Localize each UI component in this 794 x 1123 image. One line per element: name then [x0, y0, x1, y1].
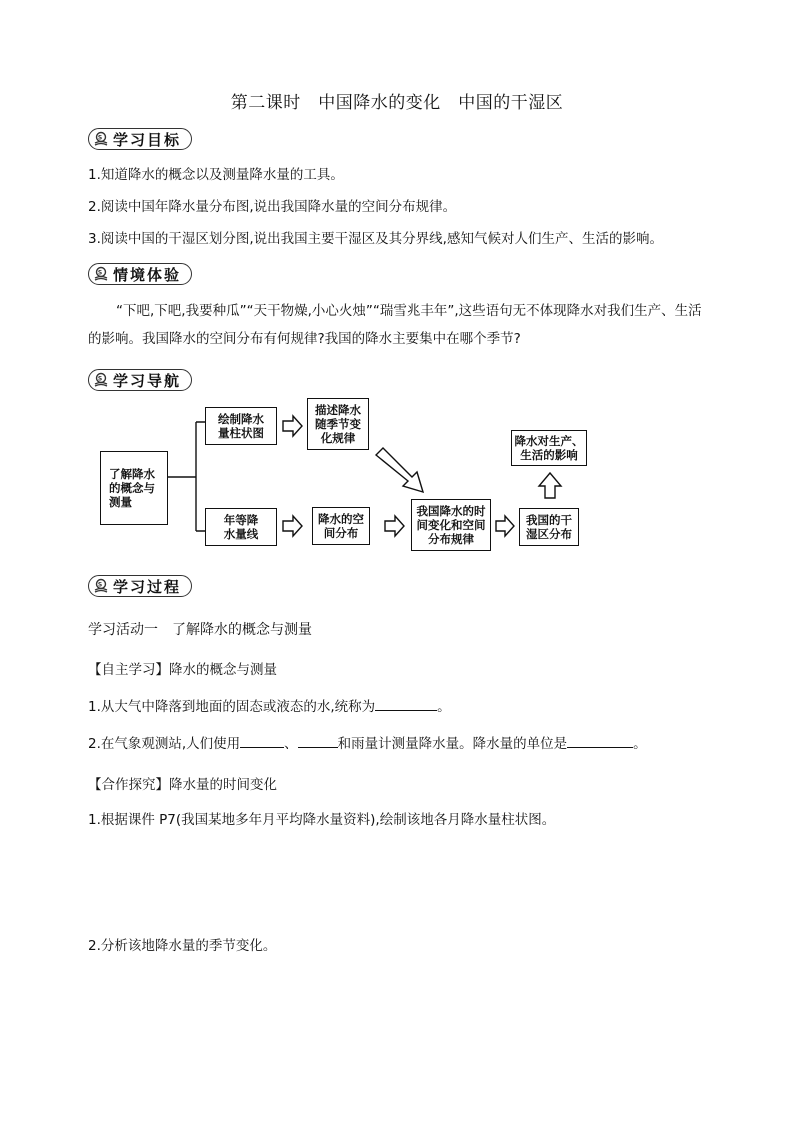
section-header-goals	[88, 128, 192, 150]
arrow-up-icon	[539, 473, 561, 498]
svg-text:S: S	[97, 375, 105, 383]
book-stack-icon	[93, 266, 109, 282]
coop-question-1: 1.根据课件 P7(我国某地多年月平均降水量资料),绘制该地各月降水量柱状图。	[88, 812, 556, 828]
book-stack-icon	[93, 578, 109, 594]
book-stack-icon	[93, 372, 109, 388]
flow-box-temporal-spatial-pattern: 我国降水的时 间变化和空间 分布规律	[411, 499, 491, 551]
coop-heading	[88, 775, 277, 795]
svg-text:S: S	[97, 134, 105, 142]
question-2: 2.在气象观测站,人们使用 、 和雨量计测量降水量。降水量的单位是 。	[88, 733, 647, 754]
section-badge-guide	[88, 369, 192, 391]
section-title-guide: 学习导航	[113, 371, 182, 390]
page-title: 第二课时 中国降水的变化 中国的干湿区	[230, 93, 564, 113]
coop-question-2: 2.分析该地降水量的季节变化。	[88, 938, 277, 954]
flow-box-start: 了解降水 的概念与 测量	[100, 451, 168, 525]
goal-item-1: 1.知道降水的概念以及测量降水量的工具。	[88, 167, 344, 183]
section-title-situation: 情境体验	[113, 265, 182, 284]
flow-box-draw-bar-chart: 绘制降水 量柱状图	[205, 407, 277, 445]
self-study-title: 降水的概念与测量	[169, 662, 277, 678]
coop-title: 降水量的时间变化	[169, 777, 277, 793]
answer-blank[interactable]	[375, 696, 437, 711]
self-study-heading	[88, 660, 277, 680]
flow-box-dry-wet-regions: 我国的干 湿区分布	[519, 508, 579, 546]
goal-item-2: 2.阅读中国年降水量分布图,说出我国降水量的空间分布规律。	[88, 199, 457, 215]
situation-paragraph: “下吧,下吧,我要种瓜”“天干物燥,小心火烛”“瑞雪兆丰年”,这些语句无不体现降水对我们生产、生活的影响。我国降水的空间分布有何规律?我国的降水主要集中在哪个季节?	[88, 303, 702, 347]
arrow-right-icon	[385, 516, 404, 536]
section-title-process: 学习过程	[113, 577, 182, 596]
section-header-process	[88, 575, 192, 597]
arrow-right-icon	[283, 416, 302, 436]
arrow-right-icon	[283, 516, 302, 536]
book-stack-icon	[93, 131, 109, 147]
goal-item-3: 3.阅读中国的干湿区划分图,说出我国主要干湿区及其分界线,感知气候对人们生产、生活的影响。	[88, 231, 663, 247]
flow-box-impact: 降水对生产、 生活的影响	[511, 430, 587, 466]
section-header-guide	[88, 369, 192, 391]
arrow-diagonal-icon	[376, 448, 423, 492]
section-header-situation	[88, 263, 192, 285]
section-badge-goals	[88, 128, 192, 150]
answer-blank[interactable]	[240, 733, 284, 748]
coop-tag: 【合作探究】	[88, 777, 169, 793]
flow-box-spatial-distribution: 降水的空 间分布	[312, 507, 370, 545]
section-badge-process	[88, 575, 192, 597]
flow-box-isohyet: 年等降 水量线	[205, 508, 277, 546]
question-1: 1.从大气中降落到地面的固态或液态的水,统称为 。	[88, 696, 451, 717]
svg-text:S: S	[97, 581, 105, 589]
section-badge-situation	[88, 263, 192, 285]
flow-box-seasonal-change: 描述降水 随季节变 化规律	[307, 398, 369, 450]
section-title-goals: 学习目标	[113, 130, 182, 149]
bracket-connector	[168, 422, 205, 531]
arrow-right-icon	[496, 516, 514, 536]
activity1-title: 学习活动一 了解降水的概念与测量	[88, 622, 312, 638]
answer-blank[interactable]	[567, 733, 633, 748]
svg-text:S: S	[97, 269, 105, 277]
answer-blank[interactable]	[298, 733, 338, 748]
self-study-tag: 【自主学习】	[88, 662, 169, 678]
